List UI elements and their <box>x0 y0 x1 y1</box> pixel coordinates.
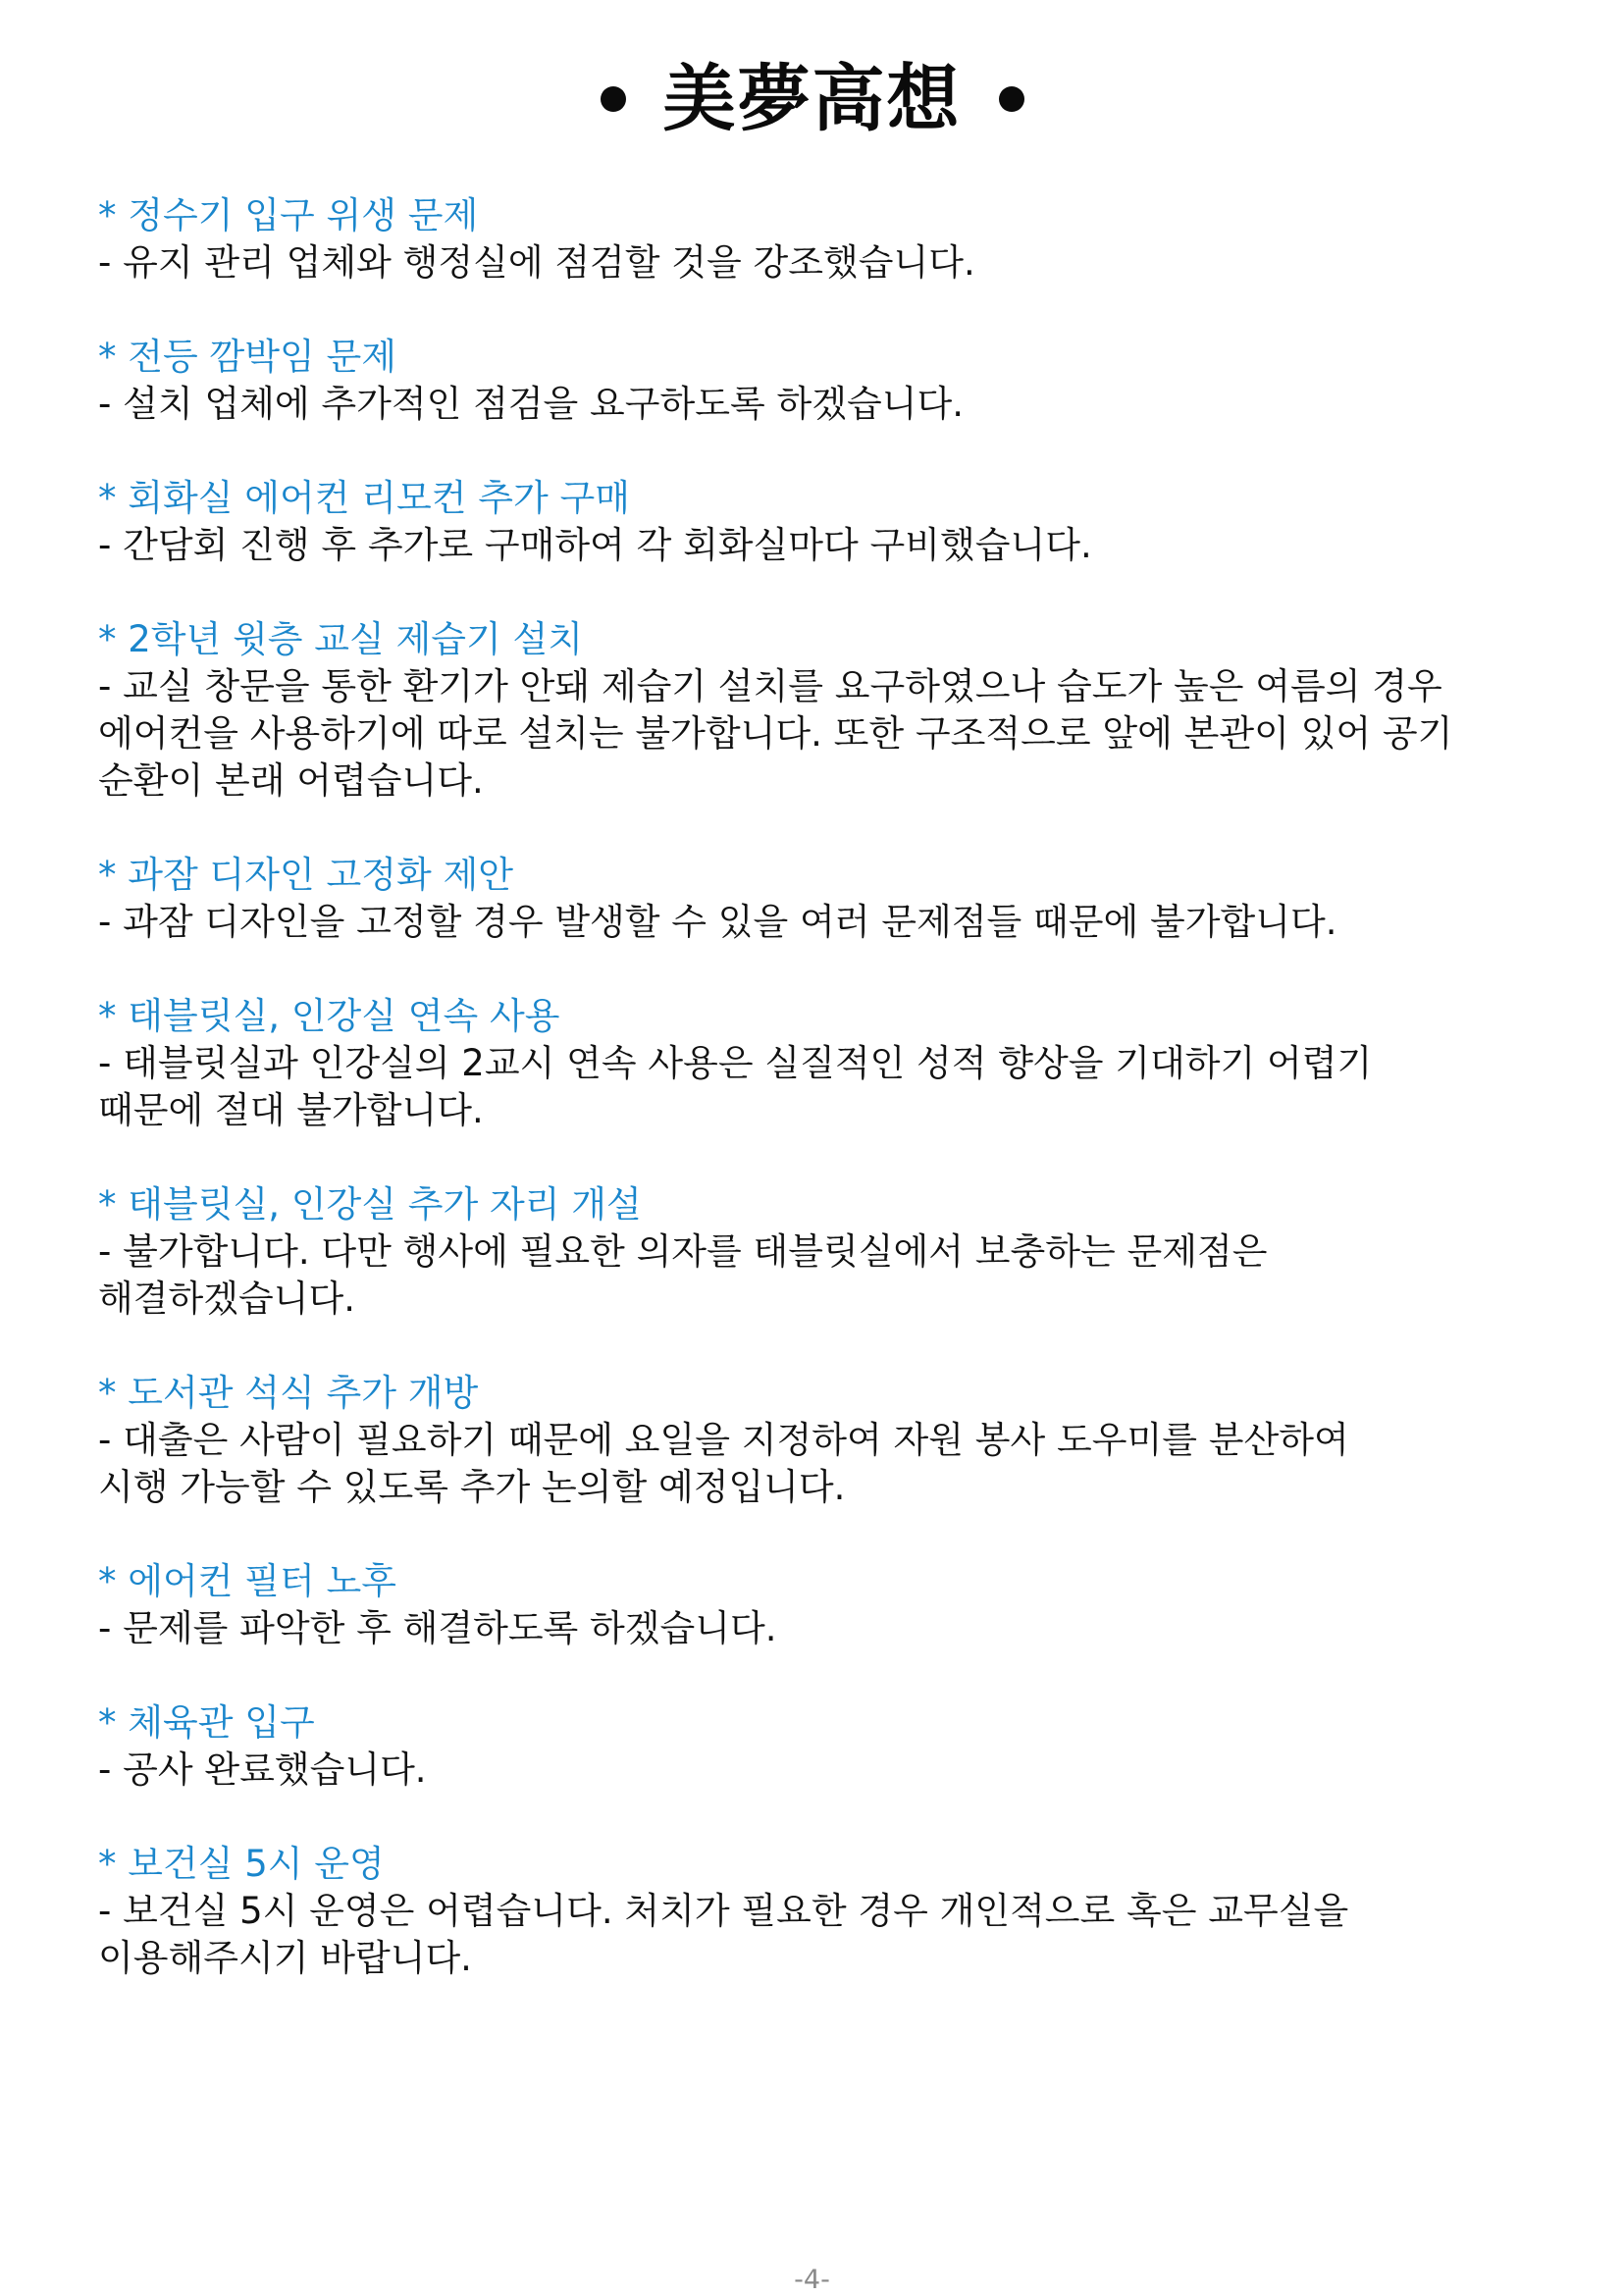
section-answer-line: - 과잠 디자인을 고정할 경우 발생할 수 있을 여러 문제점들 때문에 불가합니다. <box>98 901 1337 943</box>
page-number: -4- <box>794 2265 830 2295</box>
section-heading: * 회화실 에어컨 리모컨 추가 구매 <box>98 477 630 519</box>
section-heading: * 태블릿실, 인강실 연속 사용 <box>98 995 560 1037</box>
section-ac-filter <box>98 1558 1531 1652</box>
section-answer-line: - 유지 관리 업체와 행정실에 점검할 것을 강조했습니다. <box>98 241 975 284</box>
section-answer-line: - 대출은 사람이 필요하기 때문에 요일을 지정하여 자원 봉사 도우미를 분산하여 <box>98 1419 1349 1461</box>
section-answer-line: - 문제를 파악한 후 해결하도록 하겠습니다. <box>98 1607 777 1649</box>
section-library-dinner <box>98 1370 1531 1511</box>
section-answer-line: - 불가합니다. 다만 행사에 필요한 의자를 태블릿실에서 보충하는 문제점은 <box>98 1230 1268 1273</box>
section-jacket-design <box>98 852 1531 946</box>
section-heading: * 과잠 디자인 고정화 제안 <box>98 854 513 896</box>
section-heading: * 태블릿실, 인강실 추가 자리 개설 <box>98 1183 642 1226</box>
section-answer-line: 순환이 본래 어렵습니다. <box>98 759 484 802</box>
section-heading: * 도서관 석식 추가 개방 <box>98 1372 479 1414</box>
section-tablet-room-consecutive <box>98 993 1531 1134</box>
section-heading: * 에어컨 필터 노후 <box>98 1560 396 1602</box>
section-tablet-room-seats <box>98 1181 1531 1323</box>
section-gym-entrance <box>98 1699 1531 1794</box>
section-answer-line: 이용해주시기 바랍니다. <box>98 1937 472 1979</box>
section-health-room <box>98 1841 1531 1982</box>
section-answer-line: 에어컨을 사용하기에 따로 설치는 불가합니다. 또한 구조적으로 앞에 본관이 있어 공기 <box>98 712 1453 755</box>
section-answer-line: - 설치 업체에 추가적인 점검을 요구하도록 하겠습니다. <box>98 383 965 425</box>
section-ac-remote <box>98 475 1531 569</box>
title-left-dot-icon <box>601 86 626 112</box>
section-light-flicker <box>98 334 1531 428</box>
section-answer-line: 시행 가능할 수 있도록 추가 논의할 예정입니다. <box>98 1466 846 1508</box>
section-heading: * 보건실 5시 운영 <box>98 1843 385 1885</box>
section-dehumidifier <box>98 616 1531 805</box>
section-heading: * 전등 깜박임 문제 <box>98 336 396 378</box>
title-text: 美夢高想 <box>662 57 962 141</box>
section-answer-line: - 보건실 5시 운영은 어렵습니다. 처치가 필요한 경우 개인적으로 혹은 교무실을 <box>98 1890 1349 1932</box>
section-heading: * 정수기 입구 위생 문제 <box>98 194 479 236</box>
qa-section-list <box>98 192 1531 2029</box>
section-answer-line: 해결하겠습니다. <box>98 1278 355 1320</box>
page-title <box>0 45 1624 153</box>
section-heading: * 2학년 윗층 교실 제습기 설치 <box>98 618 584 660</box>
section-answer-line: - 공사 완료했습니다. <box>98 1748 427 1791</box>
section-answer-line: 때문에 절대 불가합니다. <box>98 1089 484 1131</box>
section-answer-line: - 간담회 진행 후 추가로 구매하여 각 회화실마다 구비했습니다. <box>98 524 1092 566</box>
section-water-purifier <box>98 192 1531 287</box>
title-right-dot-icon <box>999 86 1024 112</box>
section-answer-line: - 태블릿실과 인강실의 2교시 연속 사용은 실질적인 성적 향상을 기대하기 어렵기 <box>98 1042 1373 1084</box>
section-heading: * 체육관 입구 <box>98 1701 315 1744</box>
section-answer-line: - 교실 창문을 통한 환기가 안돼 제습기 설치를 요구하였으나 습도가 높은 여름의 경우 <box>98 665 1442 707</box>
